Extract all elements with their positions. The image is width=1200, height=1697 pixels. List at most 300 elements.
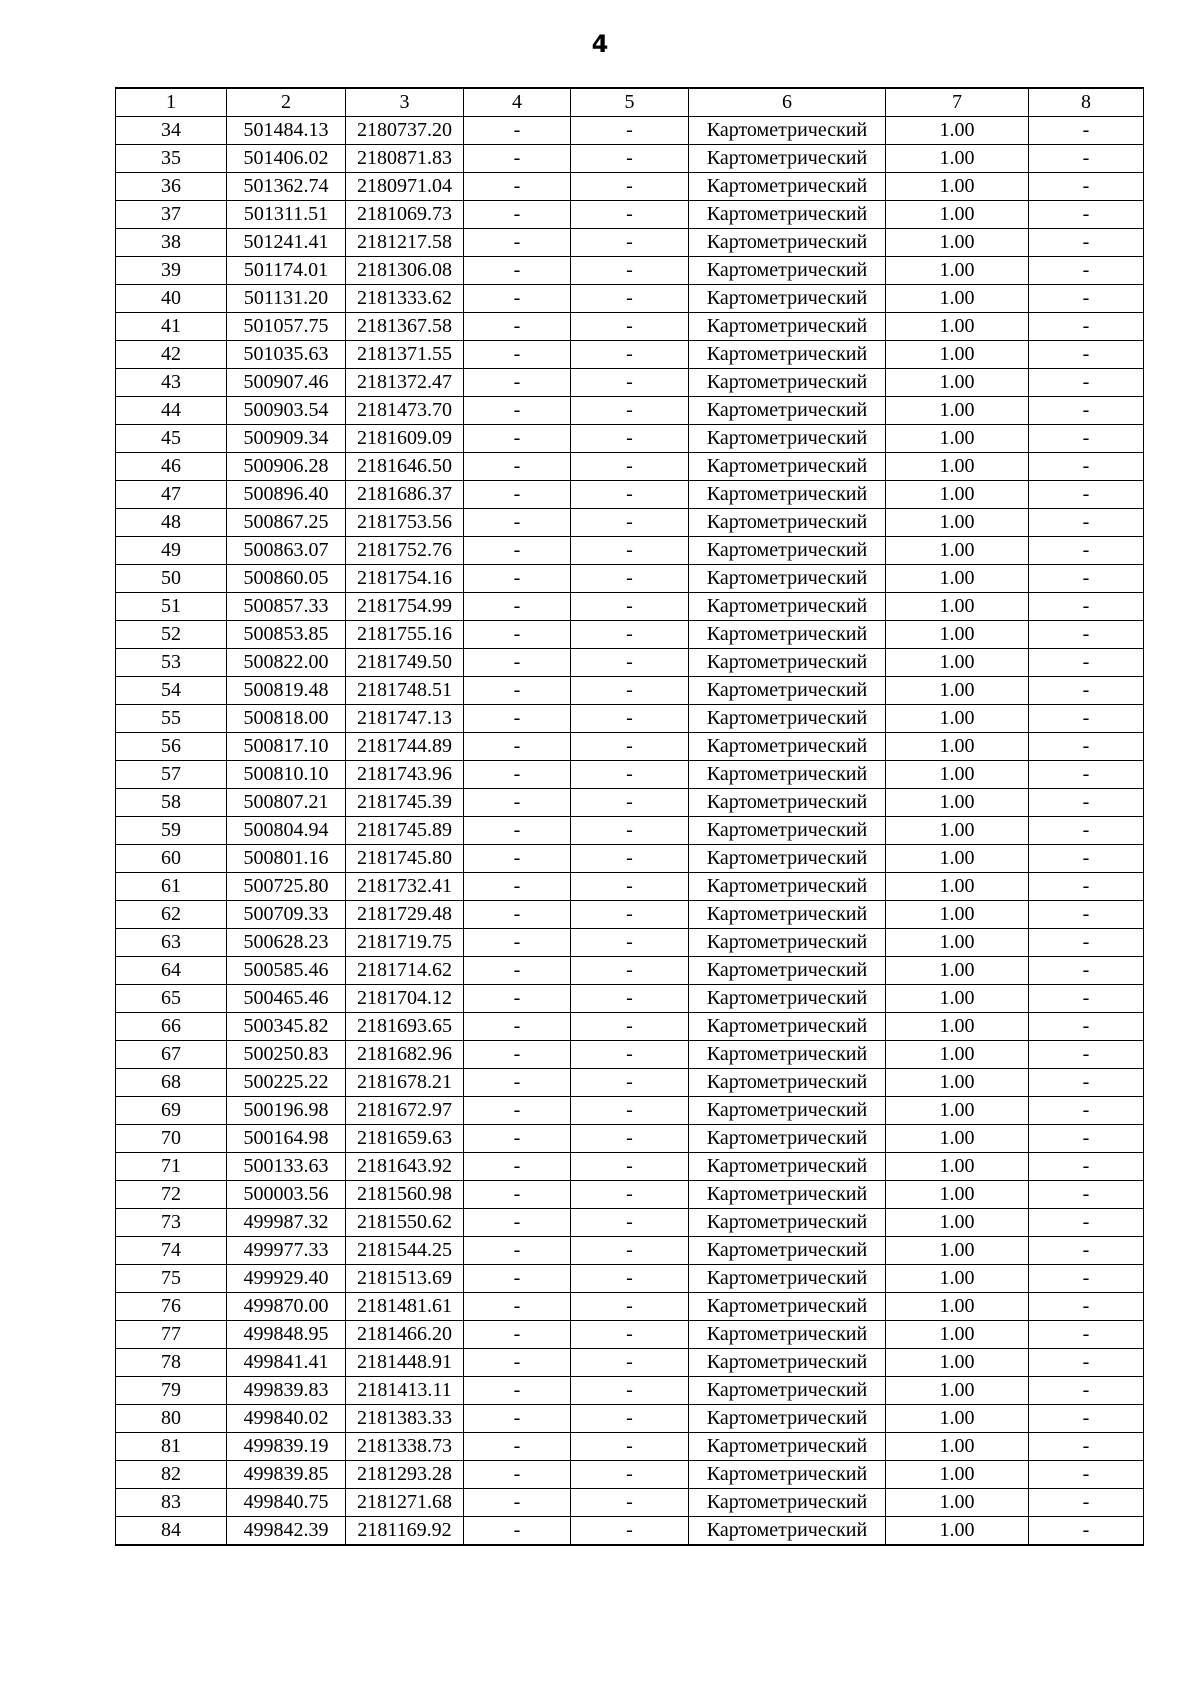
table-row bbox=[116, 1097, 1144, 1125]
cell-x-coordinate: 499977.33 bbox=[227, 1237, 346, 1265]
cell-method: Картометрический bbox=[689, 705, 886, 733]
cell-method: Картометрический bbox=[689, 1237, 886, 1265]
cell-column-4: - bbox=[464, 817, 571, 845]
cell-column-8: - bbox=[1029, 397, 1144, 425]
cell-accuracy: 1.00 bbox=[886, 565, 1029, 593]
cell-column-5: - bbox=[571, 453, 689, 481]
cell-x-coordinate: 501406.02 bbox=[227, 145, 346, 173]
cell-x-coordinate: 500909.34 bbox=[227, 425, 346, 453]
cell-y-coordinate: 2181682.96 bbox=[346, 1041, 464, 1069]
cell-column-5: - bbox=[571, 1377, 689, 1405]
cell-column-4: - bbox=[464, 537, 571, 565]
cell-column-4: - bbox=[464, 649, 571, 677]
cell-y-coordinate: 2181659.63 bbox=[346, 1125, 464, 1153]
cell-column-5: - bbox=[571, 1433, 689, 1461]
cell-column-5: - bbox=[571, 1517, 689, 1546]
table-row bbox=[116, 1125, 1144, 1153]
cell-column-4: - bbox=[464, 369, 571, 397]
cell-column-4: - bbox=[464, 845, 571, 873]
cell-column-4: - bbox=[464, 481, 571, 509]
cell-column-8: - bbox=[1029, 1377, 1144, 1405]
cell-accuracy: 1.00 bbox=[886, 1293, 1029, 1321]
cell-accuracy: 1.00 bbox=[886, 1209, 1029, 1237]
cell-method: Картометрический bbox=[689, 1489, 886, 1517]
cell-point-number: 59 bbox=[116, 817, 227, 845]
cell-point-number: 77 bbox=[116, 1321, 227, 1349]
cell-column-4: - bbox=[464, 341, 571, 369]
cell-column-4: - bbox=[464, 1293, 571, 1321]
cell-column-8: - bbox=[1029, 1433, 1144, 1461]
cell-accuracy: 1.00 bbox=[886, 761, 1029, 789]
table-row bbox=[116, 369, 1144, 397]
cell-y-coordinate: 2181169.92 bbox=[346, 1517, 464, 1546]
cell-point-number: 70 bbox=[116, 1125, 227, 1153]
cell-x-coordinate: 500801.16 bbox=[227, 845, 346, 873]
cell-column-5: - bbox=[571, 845, 689, 873]
cell-x-coordinate: 501241.41 bbox=[227, 229, 346, 257]
table-row bbox=[116, 733, 1144, 761]
cell-point-number: 80 bbox=[116, 1405, 227, 1433]
cell-accuracy: 1.00 bbox=[886, 481, 1029, 509]
cell-column-8: - bbox=[1029, 1293, 1144, 1321]
cell-point-number: 51 bbox=[116, 593, 227, 621]
cell-column-5: - bbox=[571, 1349, 689, 1377]
cell-column-4: - bbox=[464, 1041, 571, 1069]
cell-column-5: - bbox=[571, 593, 689, 621]
cell-y-coordinate: 2181754.16 bbox=[346, 565, 464, 593]
cell-x-coordinate: 501174.01 bbox=[227, 257, 346, 285]
cell-x-coordinate: 501035.63 bbox=[227, 341, 346, 369]
cell-y-coordinate: 2181745.89 bbox=[346, 817, 464, 845]
cell-y-coordinate: 2181550.62 bbox=[346, 1209, 464, 1237]
cell-column-8: - bbox=[1029, 1489, 1144, 1517]
cell-column-4: - bbox=[464, 621, 571, 649]
cell-y-coordinate: 2181678.21 bbox=[346, 1069, 464, 1097]
table-row bbox=[116, 229, 1144, 257]
cell-method: Картометрический bbox=[689, 425, 886, 453]
cell-column-8: - bbox=[1029, 1097, 1144, 1125]
cell-y-coordinate: 2181473.70 bbox=[346, 397, 464, 425]
cell-method: Картометрический bbox=[689, 313, 886, 341]
cell-column-8: - bbox=[1029, 313, 1144, 341]
cell-column-5: - bbox=[571, 761, 689, 789]
cell-column-4: - bbox=[464, 201, 571, 229]
cell-method: Картометрический bbox=[689, 341, 886, 369]
cell-column-5: - bbox=[571, 537, 689, 565]
cell-method: Картометрический bbox=[689, 1321, 886, 1349]
cell-column-8: - bbox=[1029, 481, 1144, 509]
cell-point-number: 37 bbox=[116, 201, 227, 229]
cell-column-5: - bbox=[571, 1405, 689, 1433]
table-row bbox=[116, 1237, 1144, 1265]
cell-method: Картометрический bbox=[689, 509, 886, 537]
cell-column-8: - bbox=[1029, 257, 1144, 285]
table-row bbox=[116, 1013, 1144, 1041]
cell-method: Картометрический bbox=[689, 789, 886, 817]
cell-column-4: - bbox=[464, 453, 571, 481]
cell-column-4: - bbox=[464, 1321, 571, 1349]
cell-column-4: - bbox=[464, 1265, 571, 1293]
cell-method: Картометрический bbox=[689, 1153, 886, 1181]
cell-column-5: - bbox=[571, 621, 689, 649]
cell-y-coordinate: 2180737.20 bbox=[346, 117, 464, 145]
cell-column-5: - bbox=[571, 285, 689, 313]
cell-y-coordinate: 2181732.41 bbox=[346, 873, 464, 901]
cell-column-4: - bbox=[464, 285, 571, 313]
cell-y-coordinate: 2181754.99 bbox=[346, 593, 464, 621]
cell-column-4: - bbox=[464, 1517, 571, 1546]
cell-column-8: - bbox=[1029, 957, 1144, 985]
table-row bbox=[116, 593, 1144, 621]
cell-accuracy: 1.00 bbox=[886, 145, 1029, 173]
cell-y-coordinate: 2181609.09 bbox=[346, 425, 464, 453]
cell-point-number: 65 bbox=[116, 985, 227, 1013]
cell-point-number: 34 bbox=[116, 117, 227, 145]
cell-column-8: - bbox=[1029, 1237, 1144, 1265]
cell-column-4: - bbox=[464, 509, 571, 537]
cell-point-number: 84 bbox=[116, 1517, 227, 1546]
table-row bbox=[116, 537, 1144, 565]
cell-column-8: - bbox=[1029, 1181, 1144, 1209]
cell-accuracy: 1.00 bbox=[886, 1461, 1029, 1489]
cell-method: Картометрический bbox=[689, 873, 886, 901]
cell-point-number: 82 bbox=[116, 1461, 227, 1489]
cell-point-number: 42 bbox=[116, 341, 227, 369]
cell-method: Картометрический bbox=[689, 621, 886, 649]
cell-column-5: - bbox=[571, 929, 689, 957]
cell-point-number: 38 bbox=[116, 229, 227, 257]
cell-point-number: 67 bbox=[116, 1041, 227, 1069]
cell-x-coordinate: 500867.25 bbox=[227, 509, 346, 537]
cell-column-4: - bbox=[464, 873, 571, 901]
table-row bbox=[116, 117, 1144, 145]
cell-column-8: - bbox=[1029, 677, 1144, 705]
cell-accuracy: 1.00 bbox=[886, 957, 1029, 985]
cell-column-8: - bbox=[1029, 1013, 1144, 1041]
cell-method: Картометрический bbox=[689, 817, 886, 845]
cell-method: Картометрический bbox=[689, 1265, 886, 1293]
cell-column-8: - bbox=[1029, 1153, 1144, 1181]
cell-method: Картометрический bbox=[689, 845, 886, 873]
cell-y-coordinate: 2181544.25 bbox=[346, 1237, 464, 1265]
cell-y-coordinate: 2181748.51 bbox=[346, 677, 464, 705]
cell-x-coordinate: 500807.21 bbox=[227, 789, 346, 817]
cell-x-coordinate: 499870.00 bbox=[227, 1293, 346, 1321]
cell-column-8: - bbox=[1029, 201, 1144, 229]
cell-method: Картометрический bbox=[689, 285, 886, 313]
cell-point-number: 47 bbox=[116, 481, 227, 509]
cell-x-coordinate: 500853.85 bbox=[227, 621, 346, 649]
cell-method: Картометрический bbox=[689, 985, 886, 1013]
cell-method: Картометрический bbox=[689, 397, 886, 425]
cell-x-coordinate: 500164.98 bbox=[227, 1125, 346, 1153]
cell-x-coordinate: 499842.39 bbox=[227, 1517, 346, 1546]
cell-column-4: - bbox=[464, 593, 571, 621]
cell-x-coordinate: 500628.23 bbox=[227, 929, 346, 957]
cell-column-5: - bbox=[571, 1265, 689, 1293]
table-row bbox=[116, 285, 1144, 313]
cell-column-8: - bbox=[1029, 229, 1144, 257]
cell-column-4: - bbox=[464, 733, 571, 761]
cell-y-coordinate: 2181466.20 bbox=[346, 1321, 464, 1349]
cell-accuracy: 1.00 bbox=[886, 1153, 1029, 1181]
cell-point-number: 41 bbox=[116, 313, 227, 341]
cell-method: Картометрический bbox=[689, 957, 886, 985]
cell-method: Картометрический bbox=[689, 1461, 886, 1489]
column-header: 6 bbox=[689, 88, 886, 117]
cell-x-coordinate: 499840.02 bbox=[227, 1405, 346, 1433]
cell-method: Картометрический bbox=[689, 929, 886, 957]
cell-x-coordinate: 500903.54 bbox=[227, 397, 346, 425]
cell-column-5: - bbox=[571, 1209, 689, 1237]
cell-accuracy: 1.00 bbox=[886, 929, 1029, 957]
cell-point-number: 43 bbox=[116, 369, 227, 397]
cell-column-5: - bbox=[571, 1013, 689, 1041]
cell-accuracy: 1.00 bbox=[886, 1377, 1029, 1405]
cell-method: Картометрический bbox=[689, 481, 886, 509]
table-row bbox=[116, 873, 1144, 901]
cell-accuracy: 1.00 bbox=[886, 845, 1029, 873]
cell-accuracy: 1.00 bbox=[886, 677, 1029, 705]
cell-method: Картометрический bbox=[689, 1377, 886, 1405]
cell-column-8: - bbox=[1029, 985, 1144, 1013]
table-row bbox=[116, 1517, 1144, 1546]
cell-y-coordinate: 2181413.11 bbox=[346, 1377, 464, 1405]
cell-x-coordinate: 500907.46 bbox=[227, 369, 346, 397]
cell-column-8: - bbox=[1029, 593, 1144, 621]
cell-column-8: - bbox=[1029, 901, 1144, 929]
cell-column-8: - bbox=[1029, 1125, 1144, 1153]
table-row bbox=[116, 1489, 1144, 1517]
cell-method: Картометрический bbox=[689, 257, 886, 285]
cell-y-coordinate: 2181448.91 bbox=[346, 1349, 464, 1377]
cell-x-coordinate: 500863.07 bbox=[227, 537, 346, 565]
cell-method: Картометрический bbox=[689, 1209, 886, 1237]
cell-point-number: 48 bbox=[116, 509, 227, 537]
cell-column-4: - bbox=[464, 1349, 571, 1377]
cell-y-coordinate: 2181513.69 bbox=[346, 1265, 464, 1293]
cell-x-coordinate: 500822.00 bbox=[227, 649, 346, 677]
cell-column-5: - bbox=[571, 1461, 689, 1489]
cell-accuracy: 1.00 bbox=[886, 901, 1029, 929]
cell-column-5: - bbox=[571, 425, 689, 453]
cell-x-coordinate: 499839.19 bbox=[227, 1433, 346, 1461]
cell-column-8: - bbox=[1029, 817, 1144, 845]
cell-y-coordinate: 2181719.75 bbox=[346, 929, 464, 957]
cell-column-4: - bbox=[464, 705, 571, 733]
cell-method: Картометрический bbox=[689, 537, 886, 565]
cell-y-coordinate: 2181271.68 bbox=[346, 1489, 464, 1517]
cell-y-coordinate: 2181338.73 bbox=[346, 1433, 464, 1461]
cell-accuracy: 1.00 bbox=[886, 593, 1029, 621]
cell-accuracy: 1.00 bbox=[886, 285, 1029, 313]
cell-point-number: 44 bbox=[116, 397, 227, 425]
table-row bbox=[116, 173, 1144, 201]
cell-point-number: 83 bbox=[116, 1489, 227, 1517]
table-row bbox=[116, 1153, 1144, 1181]
table-row bbox=[116, 1209, 1144, 1237]
cell-x-coordinate: 500906.28 bbox=[227, 453, 346, 481]
table-row bbox=[116, 1433, 1144, 1461]
cell-y-coordinate: 2181729.48 bbox=[346, 901, 464, 929]
table-row bbox=[116, 453, 1144, 481]
cell-y-coordinate: 2181643.92 bbox=[346, 1153, 464, 1181]
cell-x-coordinate: 499840.75 bbox=[227, 1489, 346, 1517]
cell-x-coordinate: 500585.46 bbox=[227, 957, 346, 985]
cell-column-4: - bbox=[464, 789, 571, 817]
cell-point-number: 66 bbox=[116, 1013, 227, 1041]
cell-y-coordinate: 2181293.28 bbox=[346, 1461, 464, 1489]
table-row bbox=[116, 1265, 1144, 1293]
cell-point-number: 55 bbox=[116, 705, 227, 733]
cell-point-number: 76 bbox=[116, 1293, 227, 1321]
cell-column-4: - bbox=[464, 313, 571, 341]
cell-column-8: - bbox=[1029, 537, 1144, 565]
cell-column-5: - bbox=[571, 901, 689, 929]
cell-accuracy: 1.00 bbox=[886, 1517, 1029, 1546]
cell-column-8: - bbox=[1029, 285, 1144, 313]
cell-column-5: - bbox=[571, 1097, 689, 1125]
cell-column-4: - bbox=[464, 1181, 571, 1209]
cell-accuracy: 1.00 bbox=[886, 873, 1029, 901]
table-row bbox=[116, 705, 1144, 733]
page-number: 4 bbox=[591, 30, 609, 58]
cell-column-4: - bbox=[464, 1433, 571, 1461]
cell-column-5: - bbox=[571, 397, 689, 425]
column-header: 5 bbox=[571, 88, 689, 117]
table-row bbox=[116, 145, 1144, 173]
cell-method: Картометрический bbox=[689, 649, 886, 677]
cell-column-4: - bbox=[464, 1153, 571, 1181]
cell-x-coordinate: 499848.95 bbox=[227, 1321, 346, 1349]
cell-point-number: 53 bbox=[116, 649, 227, 677]
cell-accuracy: 1.00 bbox=[886, 649, 1029, 677]
cell-column-4: - bbox=[464, 229, 571, 257]
cell-point-number: 63 bbox=[116, 929, 227, 957]
cell-column-4: - bbox=[464, 1489, 571, 1517]
cell-method: Картометрический bbox=[689, 145, 886, 173]
cell-column-5: - bbox=[571, 1125, 689, 1153]
table-row bbox=[116, 1069, 1144, 1097]
cell-column-8: - bbox=[1029, 173, 1144, 201]
cell-y-coordinate: 2181646.50 bbox=[346, 453, 464, 481]
cell-x-coordinate: 500003.56 bbox=[227, 1181, 346, 1209]
cell-column-4: - bbox=[464, 1237, 571, 1265]
cell-column-8: - bbox=[1029, 1461, 1144, 1489]
cell-column-8: - bbox=[1029, 1069, 1144, 1097]
cell-column-8: - bbox=[1029, 929, 1144, 957]
table-row bbox=[116, 901, 1144, 929]
cell-column-5: - bbox=[571, 1321, 689, 1349]
cell-column-4: - bbox=[464, 1013, 571, 1041]
cell-accuracy: 1.00 bbox=[886, 1069, 1029, 1097]
cell-column-4: - bbox=[464, 1405, 571, 1433]
cell-column-4: - bbox=[464, 257, 571, 285]
cell-point-number: 81 bbox=[116, 1433, 227, 1461]
cell-column-5: - bbox=[571, 117, 689, 145]
cell-accuracy: 1.00 bbox=[886, 397, 1029, 425]
cell-point-number: 61 bbox=[116, 873, 227, 901]
cell-column-5: - bbox=[571, 565, 689, 593]
cell-method: Картометрический bbox=[689, 1405, 886, 1433]
cell-column-8: - bbox=[1029, 1265, 1144, 1293]
cell-method: Картометрический bbox=[689, 593, 886, 621]
table-row bbox=[116, 1181, 1144, 1209]
table-row bbox=[116, 201, 1144, 229]
cell-accuracy: 1.00 bbox=[886, 705, 1029, 733]
cell-y-coordinate: 2181747.13 bbox=[346, 705, 464, 733]
cell-column-4: - bbox=[464, 761, 571, 789]
cell-x-coordinate: 499929.40 bbox=[227, 1265, 346, 1293]
cell-accuracy: 1.00 bbox=[886, 117, 1029, 145]
cell-accuracy: 1.00 bbox=[886, 257, 1029, 285]
table-row bbox=[116, 677, 1144, 705]
cell-x-coordinate: 499839.85 bbox=[227, 1461, 346, 1489]
table-row bbox=[116, 425, 1144, 453]
table-row bbox=[116, 1377, 1144, 1405]
cell-accuracy: 1.00 bbox=[886, 1097, 1029, 1125]
cell-column-5: - bbox=[571, 817, 689, 845]
cell-method: Картометрический bbox=[689, 1293, 886, 1321]
cell-column-8: - bbox=[1029, 1321, 1144, 1349]
cell-method: Картометрический bbox=[689, 677, 886, 705]
cell-y-coordinate: 2181745.39 bbox=[346, 789, 464, 817]
cell-column-8: - bbox=[1029, 509, 1144, 537]
cell-column-5: - bbox=[571, 1489, 689, 1517]
cell-column-8: - bbox=[1029, 1405, 1144, 1433]
cell-y-coordinate: 2181693.65 bbox=[346, 1013, 464, 1041]
cell-column-8: - bbox=[1029, 117, 1144, 145]
table-row bbox=[116, 789, 1144, 817]
cell-column-4: - bbox=[464, 677, 571, 705]
cell-y-coordinate: 2181745.80 bbox=[346, 845, 464, 873]
cell-y-coordinate: 2181481.61 bbox=[346, 1293, 464, 1321]
table-row bbox=[116, 929, 1144, 957]
cell-column-5: - bbox=[571, 733, 689, 761]
cell-method: Картометрический bbox=[689, 173, 886, 201]
cell-column-5: - bbox=[571, 229, 689, 257]
cell-column-5: - bbox=[571, 1293, 689, 1321]
cell-x-coordinate: 500896.40 bbox=[227, 481, 346, 509]
cell-y-coordinate: 2181753.56 bbox=[346, 509, 464, 537]
cell-column-4: - bbox=[464, 1097, 571, 1125]
cell-method: Картометрический bbox=[689, 1349, 886, 1377]
column-header: 2 bbox=[227, 88, 346, 117]
table-row bbox=[116, 1293, 1144, 1321]
cell-column-5: - bbox=[571, 173, 689, 201]
cell-method: Картометрический bbox=[689, 1097, 886, 1125]
cell-point-number: 75 bbox=[116, 1265, 227, 1293]
table-body bbox=[116, 117, 1144, 1546]
cell-accuracy: 1.00 bbox=[886, 817, 1029, 845]
cell-method: Картометрический bbox=[689, 1125, 886, 1153]
cell-column-8: - bbox=[1029, 1517, 1144, 1546]
cell-x-coordinate: 500818.00 bbox=[227, 705, 346, 733]
cell-column-8: - bbox=[1029, 369, 1144, 397]
cell-column-4: - bbox=[464, 1069, 571, 1097]
cell-accuracy: 1.00 bbox=[886, 1041, 1029, 1069]
cell-accuracy: 1.00 bbox=[886, 173, 1029, 201]
table-row bbox=[116, 1405, 1144, 1433]
cell-column-8: - bbox=[1029, 1041, 1144, 1069]
table-row bbox=[116, 649, 1144, 677]
cell-column-8: - bbox=[1029, 845, 1144, 873]
cell-column-8: - bbox=[1029, 145, 1144, 173]
cell-x-coordinate: 500819.48 bbox=[227, 677, 346, 705]
cell-point-number: 54 bbox=[116, 677, 227, 705]
cell-column-8: - bbox=[1029, 1209, 1144, 1237]
cell-column-4: - bbox=[464, 1209, 571, 1237]
